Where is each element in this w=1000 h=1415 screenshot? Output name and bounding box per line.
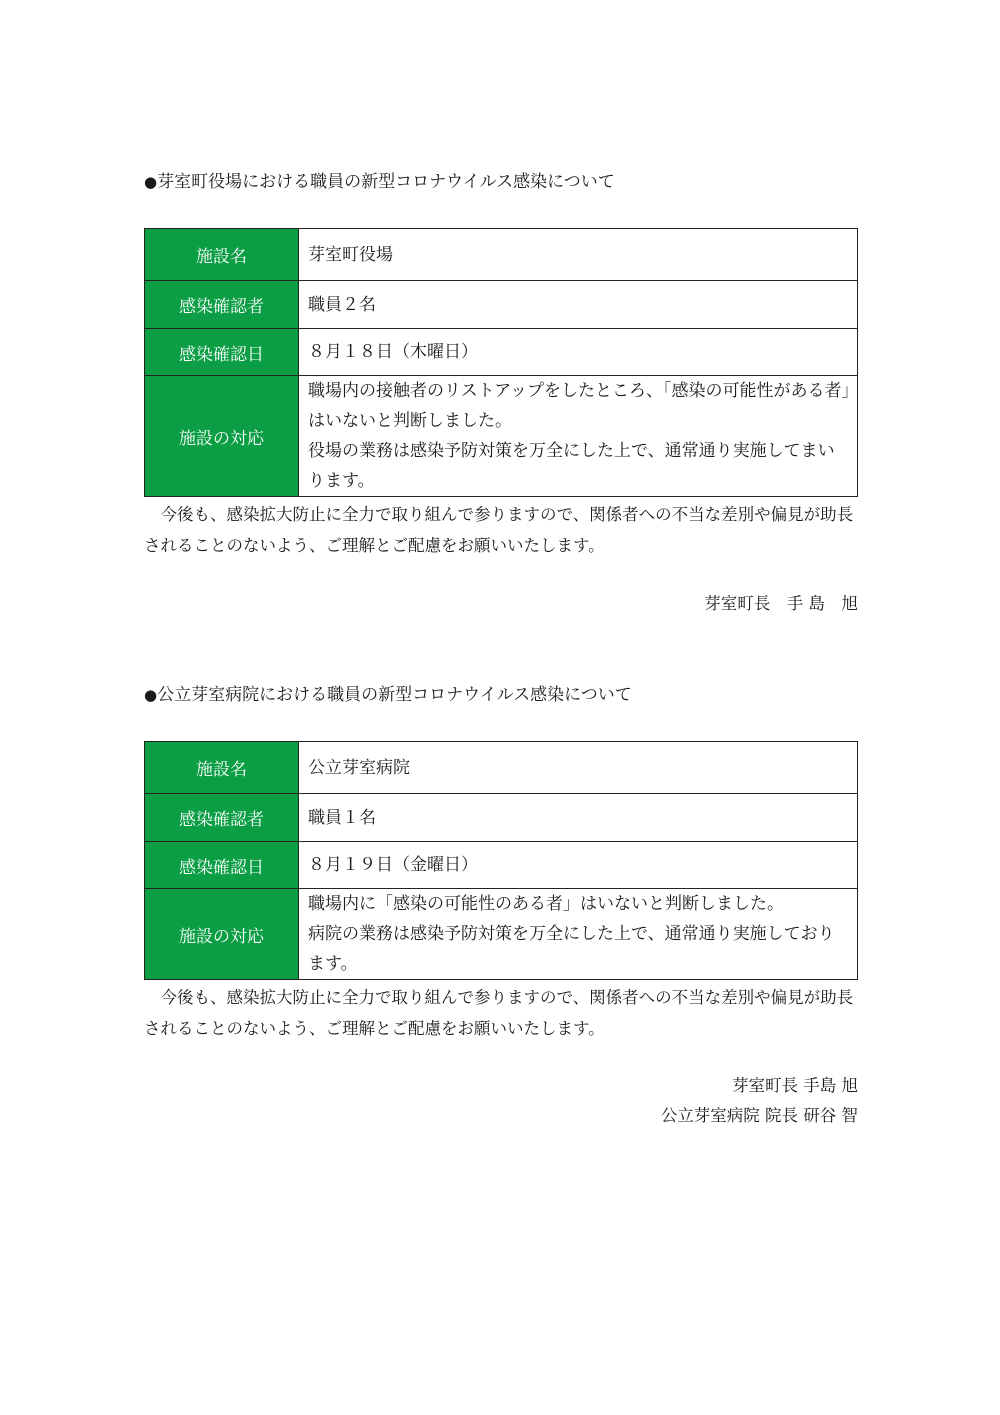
announcement-section-town-office — [144, 170, 858, 619]
confirmation-date-value: ８月１９日（金曜日） — [299, 842, 858, 889]
response-line: 職場内に「感染の可能性のある者」はいないと判断しました。 — [308, 894, 784, 914]
announcement-section-hospital — [144, 683, 858, 1131]
notice-paragraph: 今後も、感染拡大防止に全力で取り組んで参りますので、関係者への不当な差別や偏見が助長されることのないよう、ご理解とご配慮をお願いいたします。 — [144, 505, 854, 555]
signature-line: 芽室町長 手島 旭 — [732, 1076, 858, 1095]
table-row — [145, 889, 858, 980]
confirmation-date-value: ８月１８日（木曜日） — [299, 329, 858, 376]
infected-count-label: 感染確認者 — [145, 794, 299, 842]
table-row — [145, 229, 858, 281]
signature-line: 公立芽室病院 院長 研谷 智 — [660, 1106, 858, 1125]
facility-name-value: 公立芽室病院 — [299, 742, 858, 794]
table-row — [145, 376, 858, 497]
infected-count-value: 職員１名 — [299, 794, 858, 842]
signature-line: 芽室町長 手 島 旭 — [704, 594, 858, 613]
confirmation-date-label: 感染確認日 — [145, 329, 299, 376]
facility-response-label: 施設の対応 — [145, 376, 299, 497]
facility-info-table — [144, 228, 858, 497]
facility-response-label: 施設の対応 — [145, 889, 299, 980]
facility-name-label: 施設名 — [145, 229, 299, 281]
confirmation-date-label: 感染確認日 — [145, 842, 299, 889]
section-heading — [144, 170, 858, 194]
notice-paragraph: 今後も、感染拡大防止に全力で取り組んで参りますので、関係者への不当な差別や偏見が助長されることのないよう、ご理解とご配慮をお願いいたします。 — [144, 988, 854, 1038]
section-heading — [144, 683, 858, 707]
facility-response-value — [299, 376, 858, 497]
table-row — [145, 794, 858, 842]
facility-info-table — [144, 741, 858, 980]
response-line: 病院の業務は感染予防対策を万全にした上で、通常通り実施しております。 — [308, 924, 835, 974]
signature-block — [144, 1071, 858, 1131]
table-row — [145, 842, 858, 889]
section-heading-text: 公立芽室病院における職員の新型コロナウイルス感染について — [157, 685, 632, 705]
response-line: 役場の業務は感染予防対策を万全にした上で、通常通り実施してまいります。 — [308, 441, 835, 491]
facility-name-value: 芽室町役場 — [299, 229, 858, 281]
signature-block — [144, 589, 858, 619]
infected-count-value: 職員２名 — [299, 281, 858, 329]
infected-count-label: 感染確認者 — [145, 281, 299, 329]
table-row — [145, 329, 858, 376]
table-row — [145, 281, 858, 329]
response-line: 職場内の接触者のリストアップをしたところ、「感染の可能性がある者」はいないと判断しました。 — [308, 381, 850, 431]
facility-name-label: 施設名 — [145, 742, 299, 794]
table-row — [145, 742, 858, 794]
section-heading-text: 芽室町役場における職員の新型コロナウイルス感染について — [157, 172, 615, 192]
facility-response-value — [299, 889, 858, 980]
bullet-icon: ● — [144, 173, 158, 191]
bullet-icon: ● — [144, 686, 158, 704]
